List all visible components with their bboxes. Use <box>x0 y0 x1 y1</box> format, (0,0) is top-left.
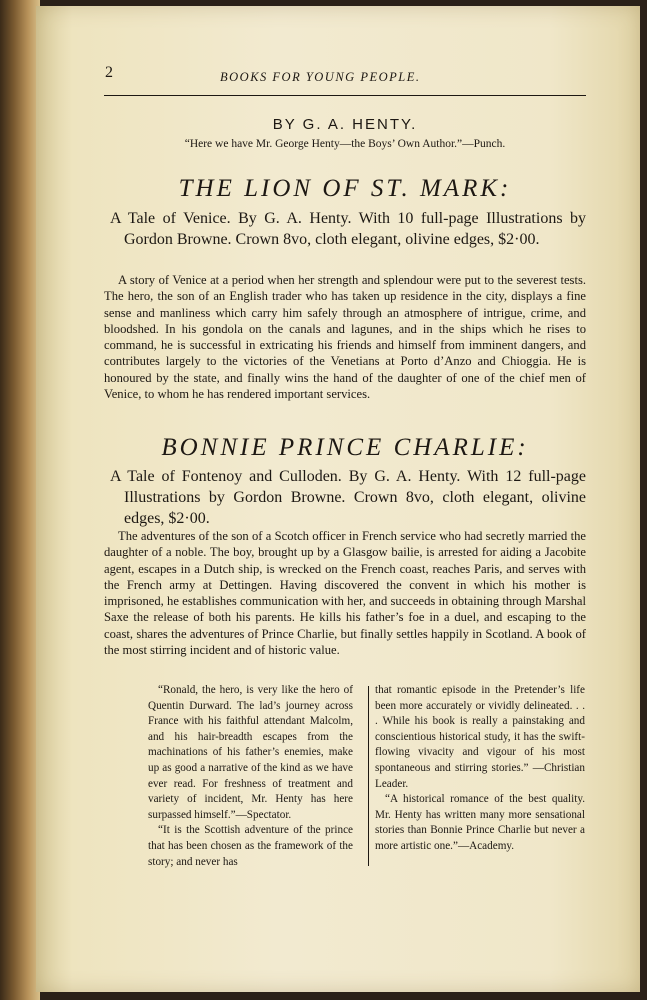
review-column-left <box>148 683 353 870</box>
book2-description: The adventures of the son of a Scotch officer in French service who had secretly married the daughter of a noble. The boy, brought up by a Glasgow bailie, is arrested for aiding a Jacobite agent, escapes in a Dutch ship, is wrecked on the French coast, reaches Paris, and serves with the French army at Dettingen. Having discovered the convent in which his mother is imprisoned, he establishes communication with her, and succeeds in obtaining through Marshal Saxe the release of both his parents. He kills his father’s foe in a duel, and escaping to the coast, shares the adventures of Prince Charlie, but finally settles happily in Scotland. A book of the most stirring incident and of historic value. <box>104 529 586 658</box>
review-scottish: “It is the Scottish adventure of the prince that has been chosen as the framework of the story; and never has <box>148 824 353 868</box>
column-divider <box>368 686 369 866</box>
book1-description: A story of Venice at a period when her strength and splendour were put to the severest tests. The hero, the son of an English trader who has taken up residence in the city, displays a fine sense and manliness which carry him safely through an atmosphere of intrigue, crime, and bloodshed. In his gondola on the canals and lagunes, and in the ships which he rises to command, he is successful in extricating his friends and himself from imminent dangers, and contributes largely to the victories of the Venetians at Porto d’Anzo and Chioggia. He is honoured by the state, and finally wins the hand of the daughter of one of the chief men of Venice, to whom he has rendered important services. <box>104 273 586 402</box>
review-christian-leader: that romantic episode in the Pretender’s life been more accurately or vividly delineated. . . . While his book is really a painstaking and conscientious historical study, it has the swift-flowing vivacity and vigour of his most spontaneous and stirring stories.” —Christian Leader. <box>375 684 585 790</box>
book1-lead: A Tale of Venice. By G. A. Henty. With 10 full-page Illustrations by Gordon Browne. Crown 8vo, cloth elegant, olivine edges, $2·00. <box>110 210 586 248</box>
page-number: 2 <box>105 64 113 81</box>
book2-title: BONNIE PRINCE CHARLIE: <box>161 434 529 461</box>
byline-quote: “Here we have Mr. George Henty—the Boys’ Own Author.”—Punch. <box>184 138 506 150</box>
book2-lead: A Tale of Fontenoy and Culloden. By G. A. Henty. With 12 full-page Illustrations by Gordon Browne. Crown 8vo, cloth elegant, olivine edges, $2·00. <box>110 468 586 527</box>
running-title: BOOKS FOR YOUNG PEOPLE. <box>220 70 421 84</box>
review-column-right <box>375 683 585 855</box>
review-academy: “A historical romance of the best quality. Mr. Henty has written many more sensational stories than Bonnie Prince Charlie but never a more artistic one.”—Academy. <box>375 793 585 852</box>
book-spine <box>0 0 40 1000</box>
review-spectator: “Ronald, the hero, is very like the hero of Quentin Durward. The lad’s journey across France with his faithful attendant Malcolm, and his hair-breadth escapes from the machinations of his father’s enemies, make up as good a narrative of the kind as we have ever read. For freshness of treatment and variety of incident, Mr. Henty has here surpassed himself.”—Spectator. <box>148 684 353 821</box>
header-rule <box>104 95 586 96</box>
author-byline: BY G. A. HENTY. <box>272 116 418 133</box>
book1-title: THE LION OF ST. MARK: <box>178 175 512 202</box>
